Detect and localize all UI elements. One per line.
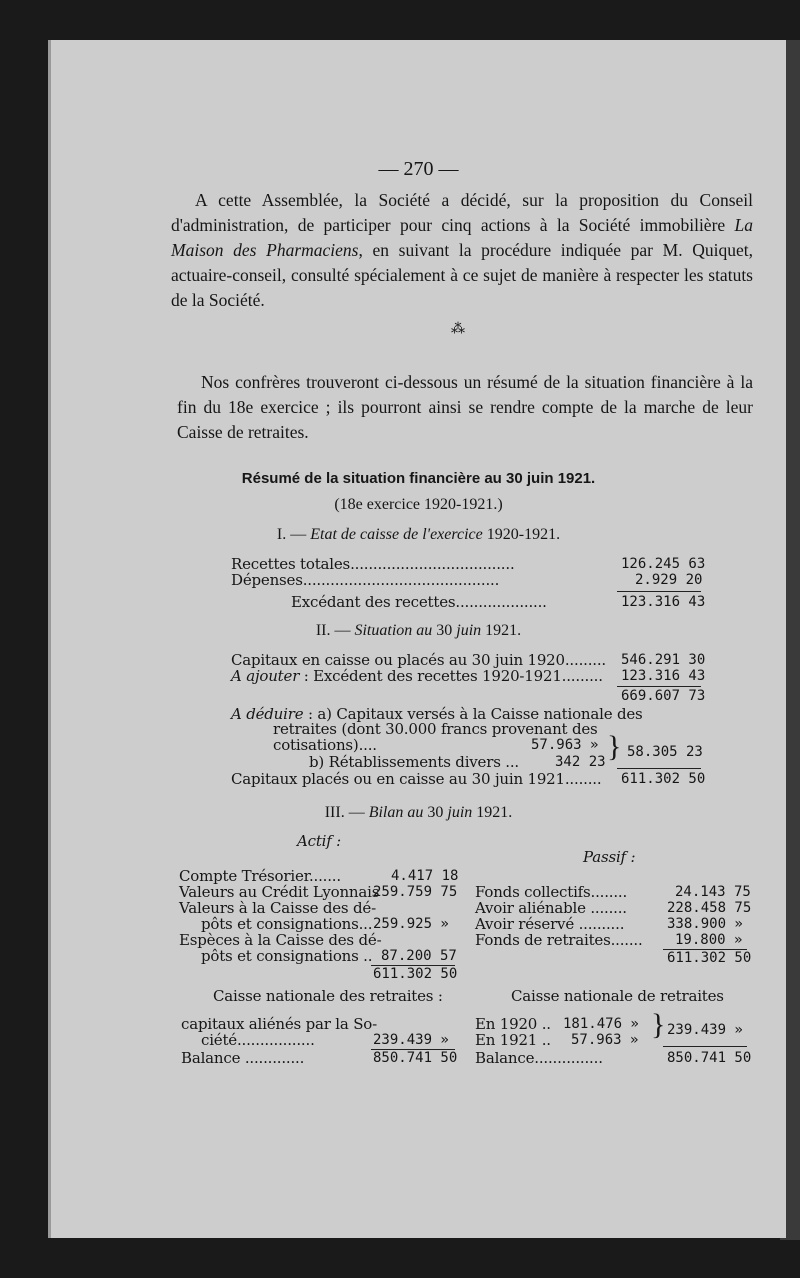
value-a-ajouter: 123.316 43: [621, 668, 706, 684]
row-a-deduire-b: b) Rétablissements divers ...: [309, 753, 519, 771]
paragraph-assembly: [171, 188, 753, 313]
actif-value: 87.200 57: [381, 948, 457, 964]
paragraph-text: Nos confrères trouveront ci-dessous un résumé de la situation financière à la fin du 18e exercice ; ils pourront ainsi se rendre compte de la marche de leur Caisse de retraites.: [177, 372, 753, 442]
cnr-right-row: En 1921 ..: [475, 1031, 551, 1049]
section-3-heading: III. — Bilan au 30 juin 1921.: [324, 804, 513, 821]
row-recettes: Recettes totales....................................: [231, 555, 515, 573]
section-separator: ⁂: [451, 322, 465, 337]
value-excedant: 123.316 43: [621, 594, 706, 610]
cnr-right-row: En 1920 ..: [475, 1015, 551, 1033]
rule: [617, 768, 701, 769]
passif-value: 228.458 75: [667, 900, 752, 916]
actif-row: pôts et consignations...: [201, 915, 373, 933]
value-capitaux-1921: 611.302 50: [621, 771, 706, 787]
value-deduire-a: 57.963 »: [531, 737, 599, 753]
actif-value: 259.925 »: [373, 916, 449, 932]
passif-row: Avoir aliénable ........: [475, 899, 627, 917]
cnr-left-value: 239.439 »: [373, 1032, 449, 1048]
cnr-right-total: 239.439 »: [667, 1022, 743, 1038]
exercise-subtitle: (18e exercice 1920-1921.): [334, 496, 503, 513]
actif-title: Actif :: [297, 832, 342, 850]
passif-row: Avoir réservé ..........: [475, 915, 625, 933]
row-a-ajouter: A ajouter : Excédent des recettes 1920-1921.........: [231, 667, 603, 685]
row-excedant: Excédant des recettes....................: [291, 593, 547, 611]
rule: [663, 1046, 747, 1047]
paragraph-summary-intro: [177, 370, 753, 445]
row-a-deduire-a-detail: retraites (dont 30.000 francs provenant des cotisations)....: [273, 720, 598, 754]
cnr-left-row: capitaux aliénés par la So-: [181, 1015, 377, 1033]
book-page: [48, 40, 786, 1238]
actif-value: 4.417 18: [391, 868, 459, 884]
paragraph-text-end: , en suivant la procédure indiquée par M. Quiquet, actuaire-conseil, consulté spécialement à ce sujet de manière à respecter les statuts de la Société.: [171, 240, 753, 310]
section-1-heading: I. — Etat de caisse de l'exercice 1920-1921.: [276, 526, 561, 543]
row-depenses: Dépenses...........................................: [231, 571, 500, 589]
value-capitaux-1920: 546.291 30: [621, 652, 706, 668]
cnr-right-balance-value: 850.741 50: [667, 1050, 752, 1066]
row-capitaux-1921: Capitaux placés ou en caisse au 30 juin 1921........: [231, 770, 602, 788]
cnr-right-value: 57.963 »: [571, 1032, 639, 1048]
actif-row: pôts et consignations ..: [201, 947, 373, 965]
brace: }: [651, 1008, 666, 1041]
section-2-heading: II. — Situation au 30 juin 1921.: [315, 622, 522, 639]
actif-row: Espèces à la Caisse des dé-: [179, 931, 382, 949]
passif-title: Passif :: [583, 848, 636, 866]
rule: [617, 686, 701, 687]
paragraph-text: A cette Assemblée, la Société a décidé, sur la proposition du Conseil d'administration, de participer pour cinq actions à la Société immobilière: [171, 190, 753, 235]
actif-total: 611.302 50: [373, 966, 458, 982]
value-deduire-b: 342 23: [555, 754, 606, 770]
actif-row: Compte Trésorier.......: [179, 867, 341, 885]
cnr-left-balance-value: 850.741 50: [373, 1050, 458, 1066]
actif-value: 259.759 75: [373, 884, 458, 900]
cnr-left-title: Caisse nationale des retraites :: [213, 987, 443, 1005]
cnr-left-row: ciété.................: [201, 1031, 315, 1049]
cnr-right-balance: Balance...............: [475, 1049, 603, 1067]
rule: [617, 591, 701, 592]
summary-title: Résumé de la situation financière au 30 juin 1921.: [241, 470, 596, 487]
passif-value: 19.800 »: [675, 932, 743, 948]
value-subtotal: 669.607 73: [621, 688, 706, 704]
cnr-right-value: 181.476 »: [563, 1016, 639, 1032]
actif-row: Valeurs à la Caisse des dé-: [179, 899, 376, 917]
cnr-right-title: Caisse nationale de retraites: [511, 987, 724, 1005]
row-capitaux-1920: Capitaux en caisse ou placés au 30 juin 1920.........: [231, 651, 606, 669]
row-a-deduire-a: A déduire : a) Capitaux versés à la Caisse nationale des: [231, 705, 643, 723]
value-recettes: 126.245 63: [621, 556, 706, 572]
page-number: — 270 —: [378, 158, 459, 180]
actif-row: Valeurs au Crédit Lyonnais: [179, 883, 380, 901]
passif-value: 24.143 75: [675, 884, 751, 900]
value-depenses: 2.929 20: [635, 572, 703, 588]
brace: }: [607, 730, 622, 763]
passif-row: Fonds collectifs........: [475, 883, 628, 901]
passif-total: 611.302 50: [667, 950, 752, 966]
passif-row: Fonds de retraites.......: [475, 931, 643, 949]
cnr-left-balance: Balance .............: [181, 1049, 305, 1067]
italic-title: La Maison des Pharmaciens: [171, 215, 753, 260]
passif-value: 338.900 »: [667, 916, 743, 932]
value-deduire-total: 58.305 23: [627, 744, 703, 760]
